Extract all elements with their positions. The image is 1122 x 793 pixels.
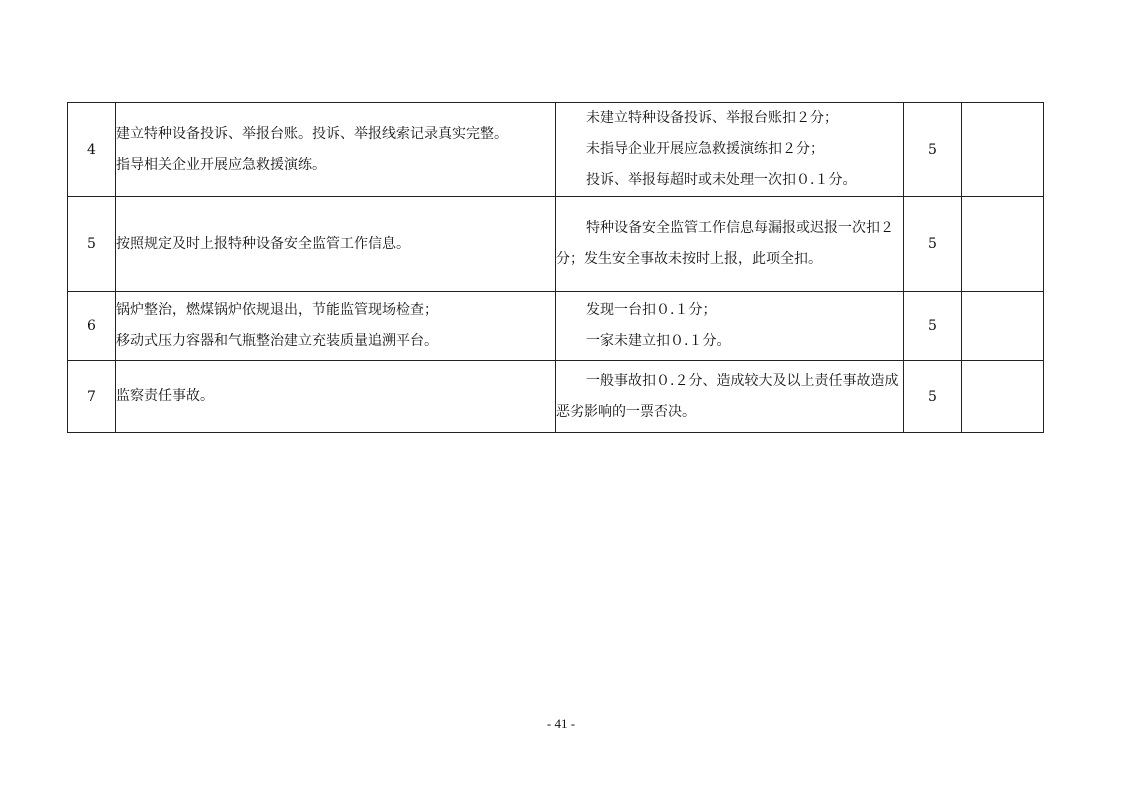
- assessment-content: [116, 292, 556, 361]
- scoring-criteria: [556, 292, 904, 361]
- score-value: 5: [904, 361, 962, 433]
- criteria-line: 一家未建立扣０.１分。: [586, 333, 731, 349]
- scoring-criteria: [556, 103, 904, 197]
- row-number: 6: [68, 292, 116, 361]
- criteria-line: 未指导企业开展应急救援演练扣２分；: [586, 141, 824, 157]
- scoring-criteria: [556, 361, 904, 433]
- assessment-content: [116, 361, 556, 433]
- content-line: 指导相关企业开展应急救援演练。: [116, 156, 326, 173]
- score-value: 5: [904, 292, 962, 361]
- score-value: 5: [904, 197, 962, 292]
- content-line: 锅炉整治，燃煤锅炉依规退出，节能监管现场检查；: [116, 302, 438, 318]
- row-number: 5: [68, 197, 116, 292]
- criteria-line: 发现一台扣０.１分；: [586, 302, 717, 318]
- scoring-criteria: [556, 197, 904, 292]
- blank-cell: [962, 197, 1044, 292]
- criteria-line: 投诉、举报每超时或未处理一次扣０.１分。: [586, 172, 857, 188]
- content-line: 监察责任事故。: [116, 388, 214, 404]
- blank-cell: [962, 103, 1044, 197]
- assessment-table: [67, 102, 1044, 433]
- table-row: [68, 103, 1044, 197]
- row-number: 7: [68, 361, 116, 433]
- content-line: 移动式压力容器和气瓶整治建立充装质量追溯平台。: [116, 333, 438, 349]
- score-value: 5: [904, 103, 962, 197]
- row-number: 4: [68, 103, 116, 197]
- table-row: [68, 292, 1044, 361]
- table-row: [68, 361, 1044, 433]
- criteria-paragraph: 一般事故扣０.２分、造成较大及以上责任事故造成恶劣影响的一票否决。: [556, 372, 899, 420]
- table-row: [68, 197, 1044, 292]
- criteria-paragraph: 特种设备安全监管工作信息每漏报或迟报一次扣２分；发生安全事故未按时上报，此项全扣。: [556, 220, 894, 267]
- criteria-line: 未建立特种设备投诉、举报台账扣２分；: [586, 110, 838, 126]
- content-line: 建立特种设备投诉、举报台账。投诉、举报线索记录真实完整。: [116, 125, 508, 142]
- assessment-content: [116, 197, 556, 292]
- assessment-content: [116, 103, 556, 197]
- content-line: 按照规定及时上报特种设备安全监管工作信息。: [116, 235, 410, 252]
- page-number: - 41 -: [546, 716, 576, 731]
- blank-cell: [962, 361, 1044, 433]
- blank-cell: [962, 292, 1044, 361]
